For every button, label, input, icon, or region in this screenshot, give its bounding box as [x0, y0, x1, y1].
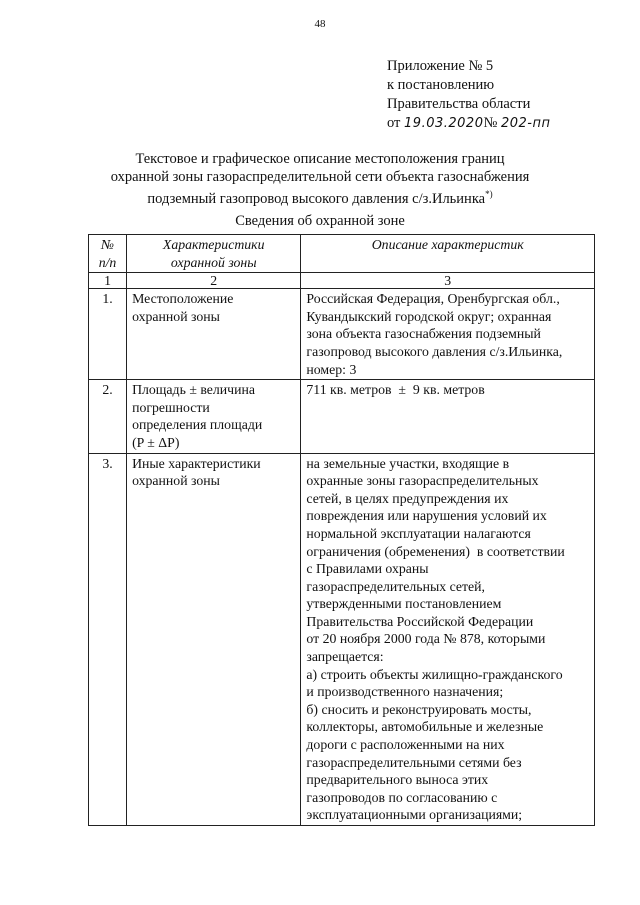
column-number: 2: [127, 273, 301, 289]
date-prefix: от: [387, 115, 401, 131]
row-number: 3.: [89, 453, 127, 825]
appendix-title: Приложение № 5: [387, 58, 494, 74]
section-subtitle: Сведения об охранной зоне: [235, 213, 405, 229]
row-description: Российская Федерация, Оренбургская обл., Кувандыкский городской округ; охранная зона объекта газоснабжения подземный газопровод высокого давления с/з.Ильинка, номер: 3: [301, 289, 595, 380]
table-row: [89, 289, 595, 380]
document-title: [80, 151, 560, 208]
row-description: 711 кв. метров ± 9 кв. метров: [301, 380, 595, 453]
page-number: 48: [314, 18, 326, 30]
footnote-mark: *): [485, 189, 493, 199]
title-line: Текстовое и графическое описание местоположения границ: [135, 151, 505, 167]
table-row: [89, 380, 595, 453]
row-characteristic: Местоположение охранной зоны: [127, 289, 301, 380]
row-characteristic: Иные характеристики охранной зоны: [127, 453, 301, 825]
title-line: подземный газопровод высокого давления с/з.Ильинка*): [147, 189, 493, 207]
column-number: 1: [89, 273, 127, 289]
column-number-row: [89, 273, 595, 289]
table-header-row: [89, 235, 595, 273]
appendix-line: к постановлению: [387, 77, 495, 93]
header-col-description: Описание характеристик: [301, 235, 595, 273]
appendix-line: Правительства области: [387, 96, 531, 112]
table-row: [89, 453, 595, 825]
row-characteristic: Площадь ± величина погрешности определения площади (P ± ΔP): [127, 380, 301, 453]
appendix-block: [387, 57, 550, 133]
handwritten-number: 202-пп: [500, 116, 551, 131]
protection-zone-table: [88, 234, 595, 826]
handwritten-date: 19.03.2020: [404, 116, 484, 131]
row-number: 2.: [89, 380, 127, 453]
title-line: охранной зоны газораспределительной сети объекта газоснабжения: [110, 168, 530, 185]
column-number: 3: [301, 273, 595, 289]
header-col-characteristic: Характеристики охранной зоны: [127, 235, 301, 273]
row-description: на земельные участки, входящие в охранные зоны газораспределительных сетей, в целях предупреждения их повреждения или нарушения условий их нормальной эксплуатации налагаются ограничения (обременения) в соответствии с Правилами охраны газораспределительных сетей, утвержденными постановлением Правительства Российской Федерации от 20 ноября 2000 года № 878, которыми запрещается: а) строить объекты жилищно-гражданского и производственного назначения; б) сносить и реконструировать мосты, коллекторы, автомобильные и железные дороги с расположенными на них газораспределительными сетями без предварительного выноса этих газопроводов по согласованию с эксплуатационными организациями;: [301, 453, 595, 825]
number-sign: №: [483, 115, 498, 131]
header-col-number: № п/п: [89, 235, 127, 273]
row-number: 1.: [89, 289, 127, 380]
appendix-date-line: [387, 114, 550, 133]
